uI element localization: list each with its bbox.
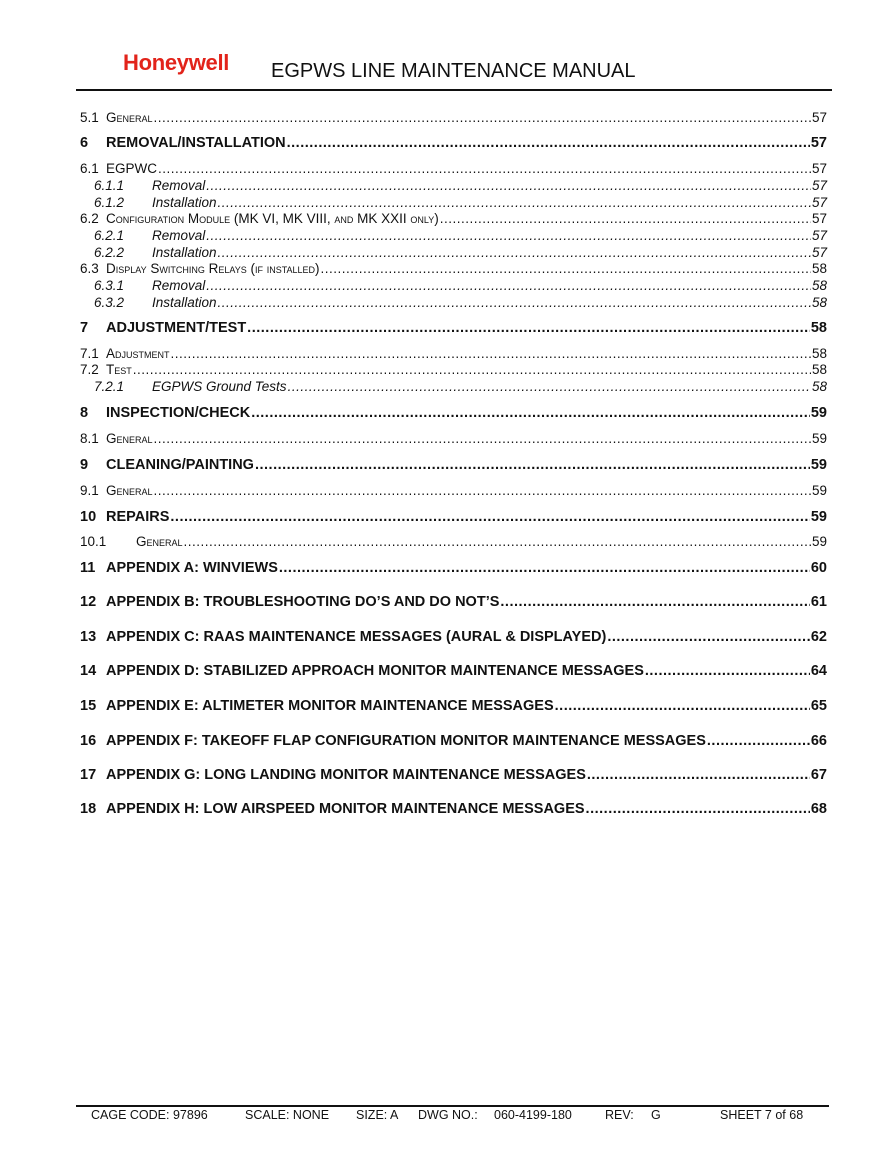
toc-entry-title: General	[106, 431, 153, 446]
toc-entry-title: Removal	[152, 228, 206, 243]
toc-entry-page: 58	[811, 261, 827, 276]
toc-leader-dots	[288, 379, 811, 394]
toc-entry-page: 57	[811, 211, 827, 226]
toc-entry-title: APPENDIX A: WINVIEWS	[106, 560, 278, 576]
toc-entry-number: 6.1.2	[94, 195, 125, 210]
toc-entry-number: 7	[80, 320, 89, 336]
toc-leader-dots	[321, 261, 811, 276]
toc-leader-dots	[247, 320, 810, 336]
toc-entry-title: General	[136, 534, 183, 549]
toc-entry[interactable]	[80, 346, 827, 361]
honeywell-logo: Honeywell	[123, 50, 230, 75]
toc-leader-dots	[440, 211, 811, 226]
toc-leader-dots	[218, 295, 811, 310]
toc-entry-page: 59	[810, 405, 827, 421]
toc-entry-number: 18	[80, 801, 97, 817]
toc-entry-page: 60	[810, 560, 827, 576]
toc-entry-number: 6.3	[80, 261, 99, 276]
toc-entry-title: Installation	[152, 295, 217, 310]
toc-leader-dots	[645, 663, 810, 679]
toc-entry-title: APPENDIX E: ALTIMETER MONITOR MAINTENANCE MESSAGES	[106, 698, 554, 714]
revision: G	[651, 1108, 661, 1122]
toc-leader-dots	[500, 594, 809, 610]
toc-entry-number: 5.1	[80, 110, 99, 125]
toc-entry-number: 10.1	[80, 534, 107, 549]
toc-leader-dots	[206, 228, 811, 243]
toc-leader-dots	[171, 346, 811, 361]
toc-entry-title: Adjustment	[106, 346, 170, 361]
toc-entry[interactable]	[80, 320, 827, 336]
cage-code: CAGE CODE: 97896	[91, 1108, 208, 1122]
toc-entry[interactable]	[80, 295, 827, 310]
toc-leader-dots	[154, 110, 811, 125]
toc-entry-page: 58	[811, 278, 827, 293]
toc-entry-number: 6.2.2	[94, 245, 125, 260]
toc-leader-dots	[154, 431, 811, 446]
toc-entry-number: 6.1.1	[94, 178, 125, 193]
toc-entry-title: APPENDIX C: RAAS MAINTENANCE MESSAGES (AURAL & DISPLAYED)	[106, 629, 607, 645]
toc-entry[interactable]	[80, 161, 827, 176]
toc-entry-number: 9.1	[80, 483, 99, 498]
toc-entry-number: 6	[80, 135, 89, 151]
toc-entry-page: 64	[810, 663, 827, 679]
toc-entry[interactable]	[80, 560, 827, 576]
toc-leader-dots	[218, 195, 811, 210]
toc-leader-dots	[158, 161, 811, 176]
toc-entry-page: 59	[810, 509, 827, 525]
toc-entry-number: 6.3.1	[94, 278, 125, 293]
toc-entry-page: 57	[811, 178, 827, 193]
toc-entry-page: 57	[811, 245, 827, 260]
size: SIZE: A	[356, 1108, 399, 1122]
toc-entry-number: 6.1	[80, 161, 99, 176]
toc-leader-dots	[170, 509, 809, 525]
toc-entry[interactable]	[80, 663, 827, 679]
toc-entry[interactable]	[80, 534, 827, 549]
toc-entry-title: APPENDIX G: LONG LANDING MONITOR MAINTENANCE MESSAGES	[106, 767, 586, 783]
toc-entry-number: 7.2	[80, 362, 99, 377]
toc-leader-dots	[206, 178, 811, 193]
toc-leader-dots	[287, 135, 810, 151]
toc-entry-page: 57	[811, 161, 827, 176]
header-divider	[76, 89, 832, 91]
toc-entry-title: Removal	[152, 178, 206, 193]
toc-entry[interactable]	[80, 178, 827, 193]
toc-entry-page: 58	[811, 346, 827, 361]
toc-entry[interactable]	[80, 278, 827, 293]
toc-entry-title: Removal	[152, 278, 206, 293]
toc-entry-number: 10	[80, 509, 97, 525]
toc-entry-page: 59	[811, 431, 827, 446]
toc-entry[interactable]	[80, 629, 827, 645]
toc-entry[interactable]	[80, 379, 827, 394]
toc-entry-title: APPENDIX F: TAKEOFF FLAP CONFIGURATION MONITOR MAINTENANCE MESSAGES	[106, 733, 706, 749]
drawing-number-label: DWG NO.:	[418, 1108, 478, 1122]
document-title: EGPWS LINE MAINTENANCE MANUAL	[271, 60, 636, 82]
toc-entry-page: 58	[811, 362, 827, 377]
toc-entry[interactable]	[80, 457, 827, 473]
toc-entry-page: 57	[811, 110, 827, 125]
toc-entry-number: 8	[80, 405, 89, 421]
toc-entry-title: INSPECTION/CHECK	[106, 405, 251, 421]
toc-entry-page: 59	[811, 483, 827, 498]
toc-entry[interactable]	[80, 767, 827, 783]
toc-entry[interactable]	[80, 228, 827, 243]
toc-entry-number: 6.2	[80, 211, 99, 226]
toc-entry-page: 61	[810, 594, 827, 610]
toc-entry-page: 66	[810, 733, 827, 749]
toc-entry-page: 59	[810, 457, 827, 473]
toc-entry[interactable]	[80, 405, 827, 421]
toc-entry-page: 58	[810, 320, 827, 336]
toc-entry-title: APPENDIX D: STABILIZED APPROACH MONITOR MAINTENANCE MESSAGES	[106, 663, 644, 679]
toc-entry[interactable]	[80, 733, 827, 749]
toc-leader-dots	[154, 483, 811, 498]
sheet-number: SHEET 7 of 68	[720, 1108, 804, 1122]
toc-entry-number: 9	[80, 457, 89, 473]
toc-entry-number: 6.3.2	[94, 295, 125, 310]
toc-entry-title: APPENDIX H: LOW AIRSPEED MONITOR MAINTENANCE MESSAGES	[106, 801, 585, 817]
toc-entry-page: 58	[811, 295, 827, 310]
toc-leader-dots	[279, 560, 810, 576]
toc-leader-dots	[251, 405, 810, 421]
toc-entry-title: Configuration Module (MK VI, MK VIII, and MK XXII only)	[106, 211, 439, 226]
toc-entry-number: 7.1	[80, 346, 99, 361]
toc-entry-number: 6.2.1	[94, 228, 125, 243]
toc-entry[interactable]	[80, 483, 827, 498]
toc-entry-title: REMOVAL/INSTALLATION	[106, 135, 286, 151]
toc-leader-dots	[555, 698, 810, 714]
toc-leader-dots	[133, 362, 811, 377]
toc-entry-number: 13	[80, 629, 97, 645]
toc-leader-dots	[206, 278, 811, 293]
toc-entry-title: General	[106, 110, 153, 125]
toc-leader-dots	[707, 733, 810, 749]
toc-entry-title: Installation	[152, 195, 217, 210]
revision-label: REV:	[605, 1108, 634, 1122]
toc-entry[interactable]	[80, 261, 827, 276]
toc-entry-title: APPENDIX B: TROUBLESHOOTING DO’S AND DO NOT’S	[106, 594, 500, 610]
toc-entry-number: 7.2.1	[94, 379, 125, 394]
toc-leader-dots	[586, 801, 810, 817]
toc-entry-number: 8.1	[80, 431, 99, 446]
toc-leader-dots	[587, 767, 810, 783]
toc-entry-page: 58	[811, 379, 827, 394]
toc-entry-number: 15	[80, 698, 97, 714]
toc-leader-dots	[218, 245, 811, 260]
toc-entry[interactable]	[80, 135, 827, 151]
toc-entry-title: CLEANING/PAINTING	[106, 457, 254, 473]
toc-entry[interactable]	[80, 195, 827, 210]
toc-entry-title: REPAIRS	[106, 509, 170, 525]
toc-entry-title: Display Switching Relays (if installed)	[106, 261, 320, 276]
page-header	[0, 0, 892, 92]
toc-entry-number: 16	[80, 733, 97, 749]
toc-leader-dots	[255, 457, 810, 473]
toc-entry-page: 68	[810, 801, 827, 817]
toc-leader-dots	[607, 629, 810, 645]
toc-entry-page: 57	[811, 195, 827, 210]
toc-entry[interactable]	[80, 110, 827, 125]
toc-entry[interactable]	[80, 362, 827, 377]
toc-entry-title: ADJUSTMENT/TEST	[106, 320, 247, 336]
toc-entry[interactable]	[80, 211, 827, 226]
toc-entry[interactable]	[80, 594, 827, 610]
toc-entry-title: General	[106, 483, 153, 498]
toc-entry-title: EGPWC	[106, 161, 158, 176]
toc-entry-number: 14	[80, 663, 97, 679]
toc-entry[interactable]	[80, 801, 827, 817]
toc-entry-page: 67	[810, 767, 827, 783]
toc-entry[interactable]	[80, 698, 827, 714]
toc-entry-page: 57	[811, 228, 827, 243]
drawing-number: 060-4199-180	[494, 1108, 572, 1122]
toc-entry-title: EGPWS Ground Tests	[152, 379, 287, 394]
toc-leader-dots	[184, 534, 811, 549]
toc-entry-page: 57	[810, 135, 827, 151]
toc-entry-title: Test	[106, 362, 132, 377]
toc-entry-number: 11	[80, 560, 96, 576]
toc-entry-page: 65	[810, 698, 827, 714]
toc-entry[interactable]	[80, 509, 827, 525]
toc-entry-number: 12	[80, 594, 97, 610]
toc-entry-page: 59	[811, 534, 827, 549]
scale: SCALE: NONE	[245, 1108, 330, 1122]
toc-entry[interactable]	[80, 245, 827, 260]
toc-entry-number: 17	[80, 767, 97, 783]
toc-entry-page: 62	[810, 629, 827, 645]
toc-entry-title: Installation	[152, 245, 217, 260]
footer-divider	[76, 1105, 829, 1107]
toc-entry[interactable]	[80, 431, 827, 446]
